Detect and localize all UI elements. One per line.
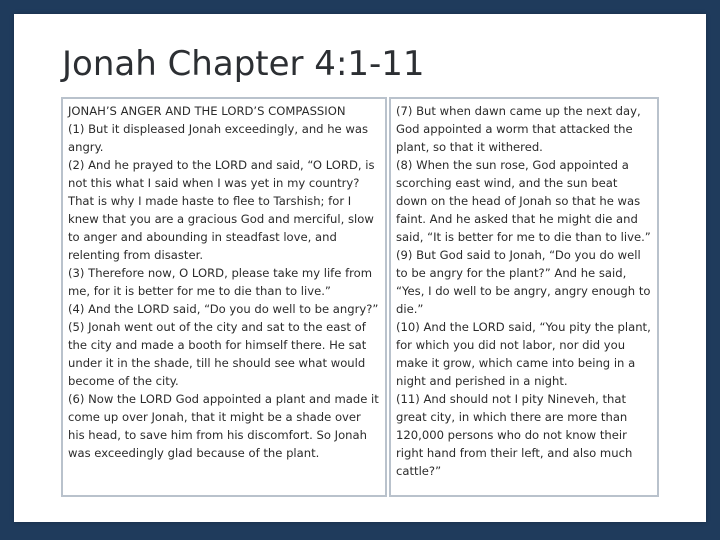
right-text-column: [389, 97, 659, 497]
verse-9: (9) But God said to Jonah, “Do you do well to be angry for the plant?” And he said, “Yes, I do well to be angry, angry enough to die.”: [396, 248, 651, 316]
left-text-column: [61, 97, 387, 497]
section-heading: JONAH’S ANGER AND THE LORD’S COMPASSION: [68, 104, 346, 118]
slide-title: Jonah Chapter 4:1-11: [62, 44, 425, 84]
verse-5: (5) Jonah went out of the city and sat to the east of the city and made a booth for himself there. He sat under it in the shade, till he should see what would become of the city.: [68, 320, 367, 388]
verse-8: (8) When the sun rose, God appointed a scorching east wind, and the sun beat down on the head of Jonah so that he was faint. And he asked that he might die and said, “It is better for me to die than to live.”: [396, 158, 651, 244]
verse-6: (6) Now the LORD God appointed a plant and made it come up over Jonah, that it might be a shade over his head, to save him from his discomfort. So Jonah was exceedingly glad because of the plant.: [68, 392, 379, 460]
verse-11: (11) And should not I pity Nineveh, that great city, in which there are more than 120,000 persons who do not know their right hand from their left, and also much cattle?”: [396, 392, 633, 478]
verse-7: (7) But when dawn came up the next day, God appointed a worm that attacked the plant, so that it withered.: [396, 104, 641, 154]
slide: [14, 14, 706, 522]
verse-4: (4) And the LORD said, “Do you do well to be angry?”: [68, 302, 379, 316]
verse-1: (1) But it displeased Jonah exceedingly, and he was angry.: [68, 122, 369, 154]
verse-10: (10) And the LORD said, “You pity the plant, for which you did not labor, nor did you make it grow, which came into being in a night and perished in a night.: [396, 320, 651, 388]
verse-2: (2) And he prayed to the LORD and said, “O LORD, is not this what I said when I was yet in my country? That is why I made haste to flee to Tarshish; for I knew that you are a gracious God and merciful, slow to anger and abounding in steadfast love, and relenting from disaster.: [68, 158, 375, 262]
verse-3: (3) Therefore now, O LORD, please take my life from me, for it is better for me to die than to live.”: [68, 266, 373, 298]
